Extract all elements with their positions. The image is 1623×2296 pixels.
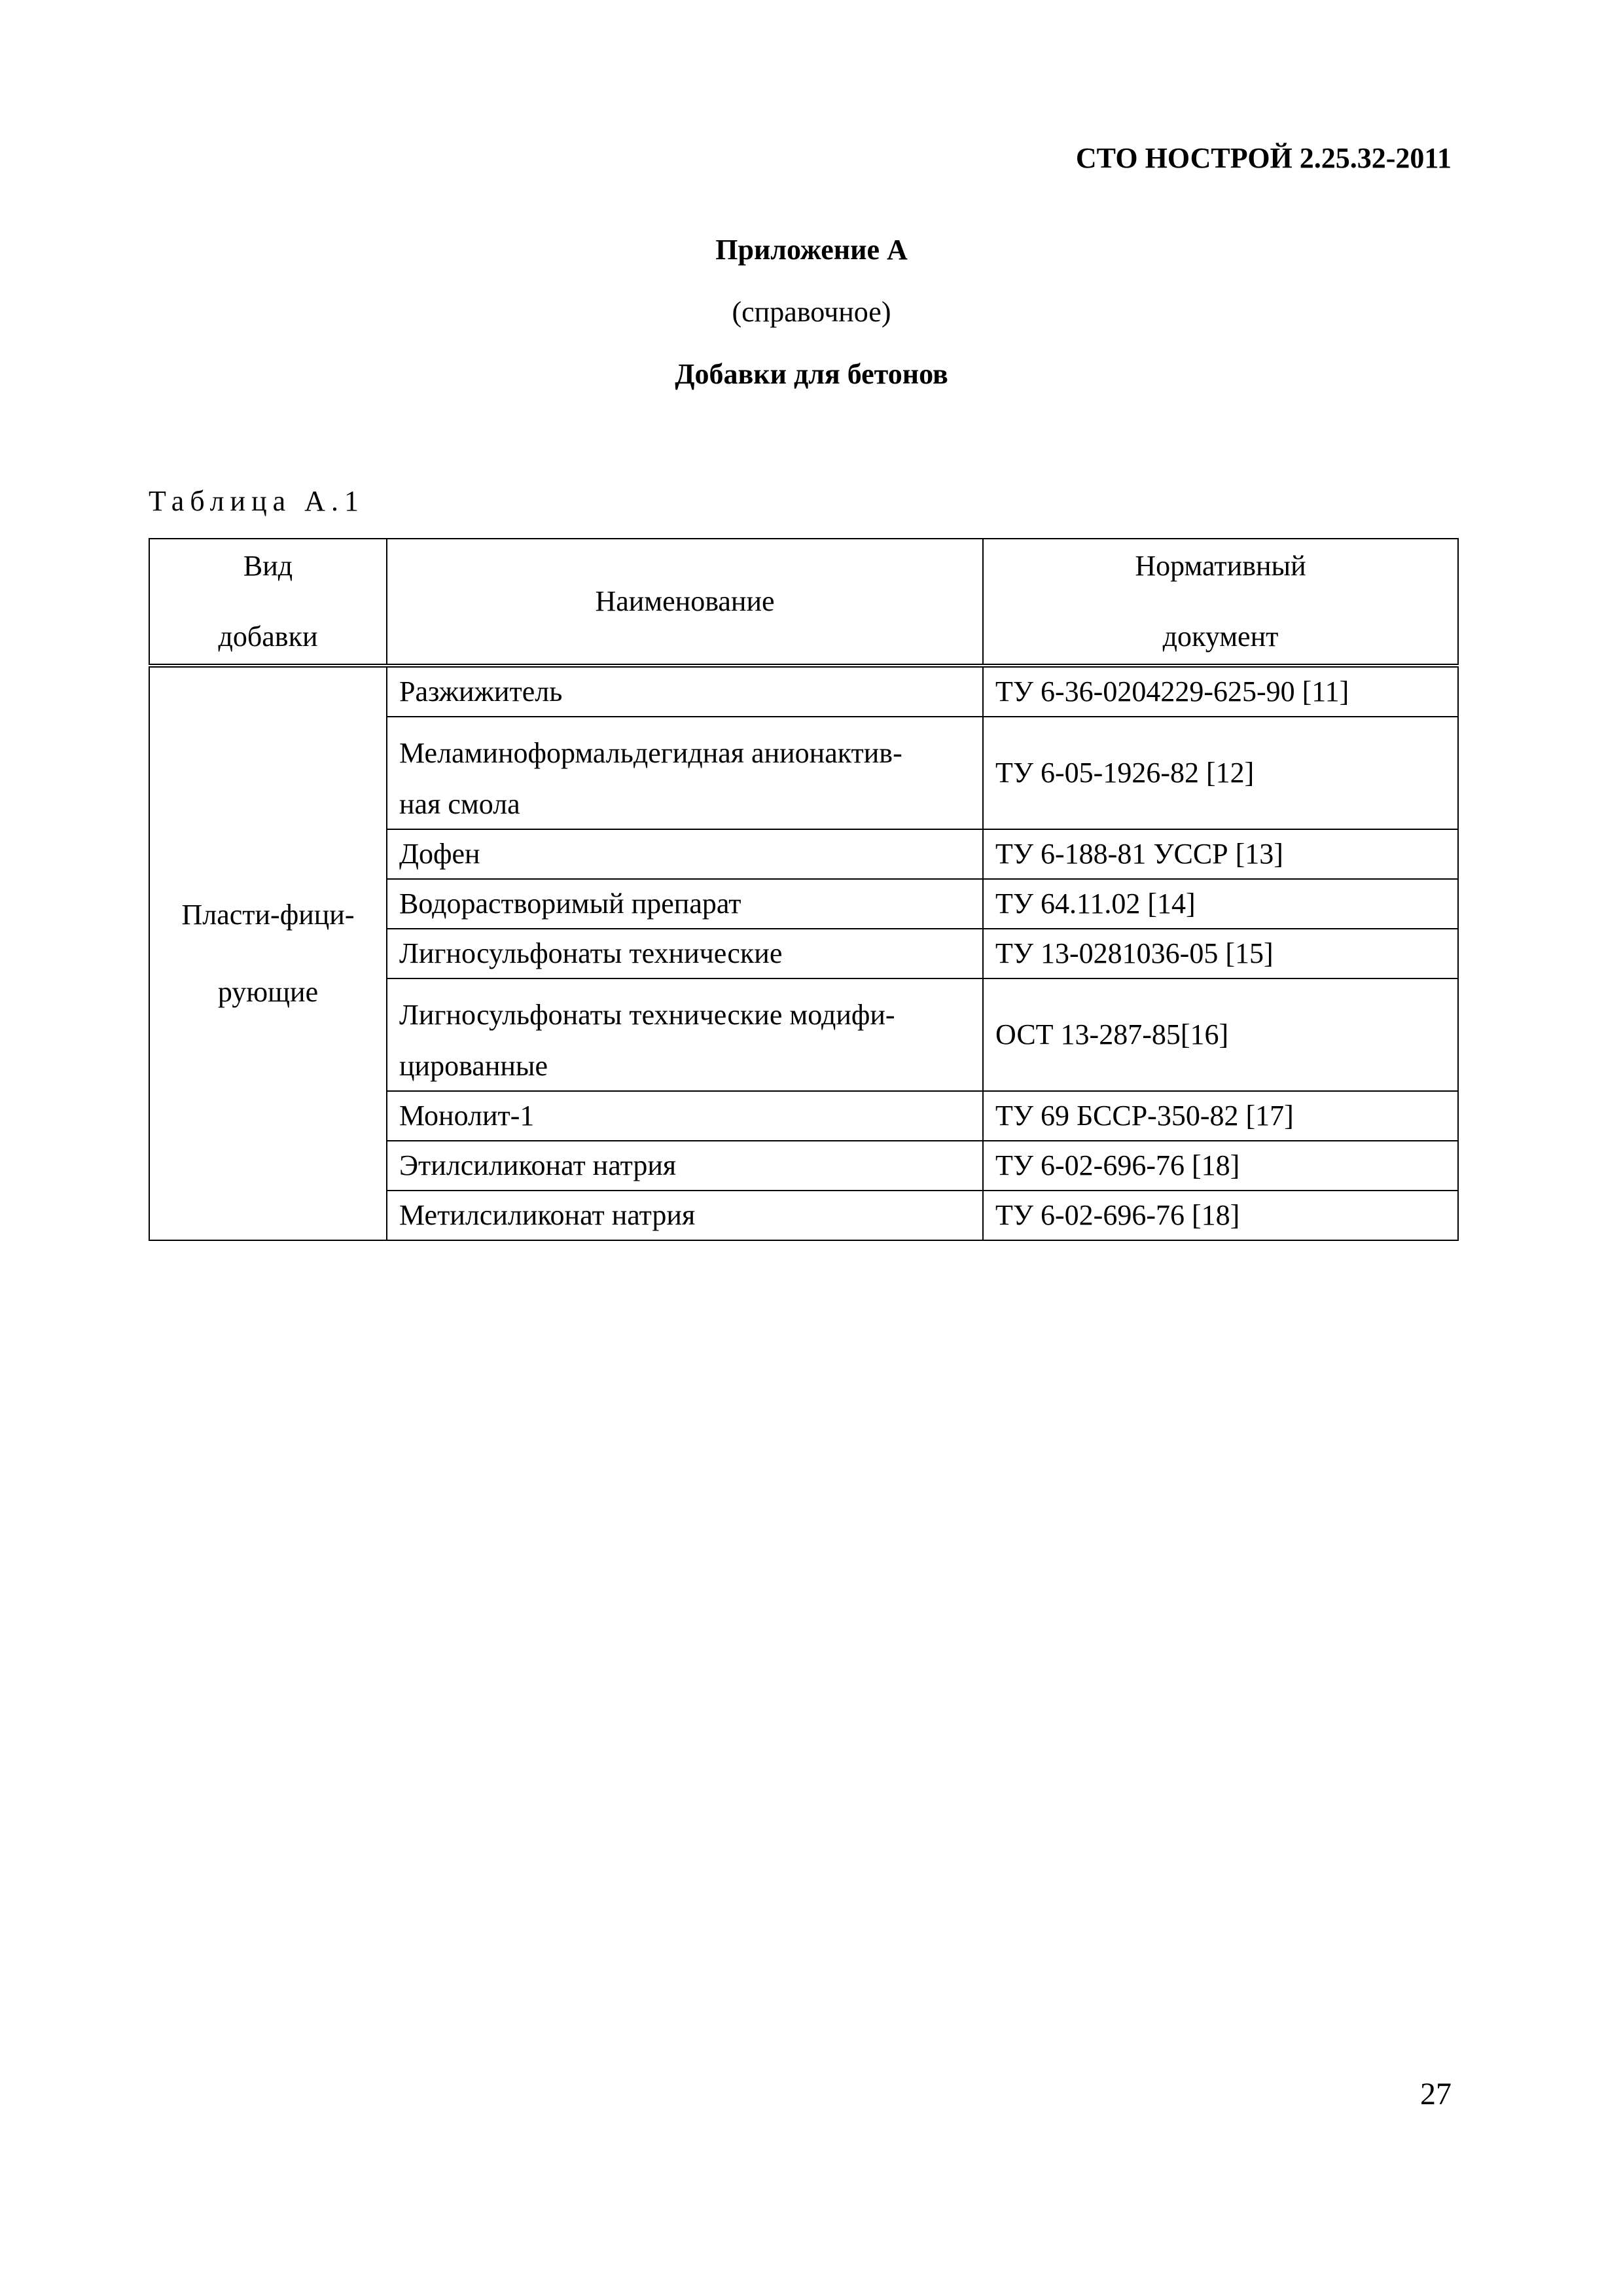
header-name: Наименование — [387, 539, 983, 666]
additive-name-line1: Меламиноформальдегидная анионактив- — [399, 737, 902, 769]
additive-type-line1: Пласти-фици- — [181, 899, 355, 931]
additive-name: Монолит-1 — [387, 1091, 983, 1141]
header-type — [149, 539, 387, 666]
appendix-title: Приложение А — [715, 234, 908, 266]
additive-name: Водорастворимый препарат — [387, 879, 983, 929]
normative-doc: ТУ 6-02-696-76 [18] — [983, 1191, 1458, 1240]
table-row — [149, 666, 1458, 717]
normative-doc: ТУ 13-0281036-05 [15] — [983, 929, 1458, 978]
additive-name: Дофен — [387, 829, 983, 879]
header-doc-line1: Нормативный — [1135, 550, 1306, 582]
normative-doc: ТУ 6-188-81 УССР [13] — [983, 829, 1458, 879]
document-code: СТО НОСТРОЙ 2.25.32-2011 — [1075, 142, 1452, 174]
appendix-subject: Добавки для бетонов — [675, 358, 948, 390]
normative-doc: ТУ 6-36-0204229-625-90 [11] — [983, 666, 1458, 717]
additive-name: Разжижитель — [387, 666, 983, 717]
normative-doc: ТУ 69 БССР-350-82 [17] — [983, 1091, 1458, 1141]
header-type-line2: добавки — [218, 620, 318, 653]
normative-doc: ОСТ 13-287-85[16] — [983, 978, 1458, 1091]
additive-name: Этилсиликонат натрия — [387, 1141, 983, 1191]
additive-type-line2: рующие — [217, 976, 319, 1008]
additive-name-line2: цированные — [399, 1050, 548, 1082]
additive-name-line2: ная смола — [399, 788, 520, 820]
normative-doc: ТУ 6-02-696-76 [18] — [983, 1141, 1458, 1191]
additives-table — [149, 538, 1459, 1241]
table-caption: Таблица А.1 — [149, 485, 365, 517]
additive-name: Лигносульфонаты технические — [387, 929, 983, 978]
appendix-note: (справочное) — [732, 296, 891, 328]
page-number: 27 — [1420, 2077, 1452, 2111]
additive-name — [387, 717, 983, 829]
normative-doc: ТУ 64.11.02 [14] — [983, 879, 1458, 929]
additive-type-cell — [149, 666, 387, 1240]
additive-name — [387, 978, 983, 1091]
header-doc — [983, 539, 1458, 666]
table-header-row — [149, 539, 1458, 666]
header-doc-line2: документ — [1162, 620, 1279, 653]
additive-name-line1: Лигносульфонаты технические модифи- — [399, 999, 895, 1031]
additive-name: Метилсиликонат натрия — [387, 1191, 983, 1240]
normative-doc: ТУ 6-05-1926-82 [12] — [983, 717, 1458, 829]
header-type-line1: Вид — [243, 550, 293, 582]
